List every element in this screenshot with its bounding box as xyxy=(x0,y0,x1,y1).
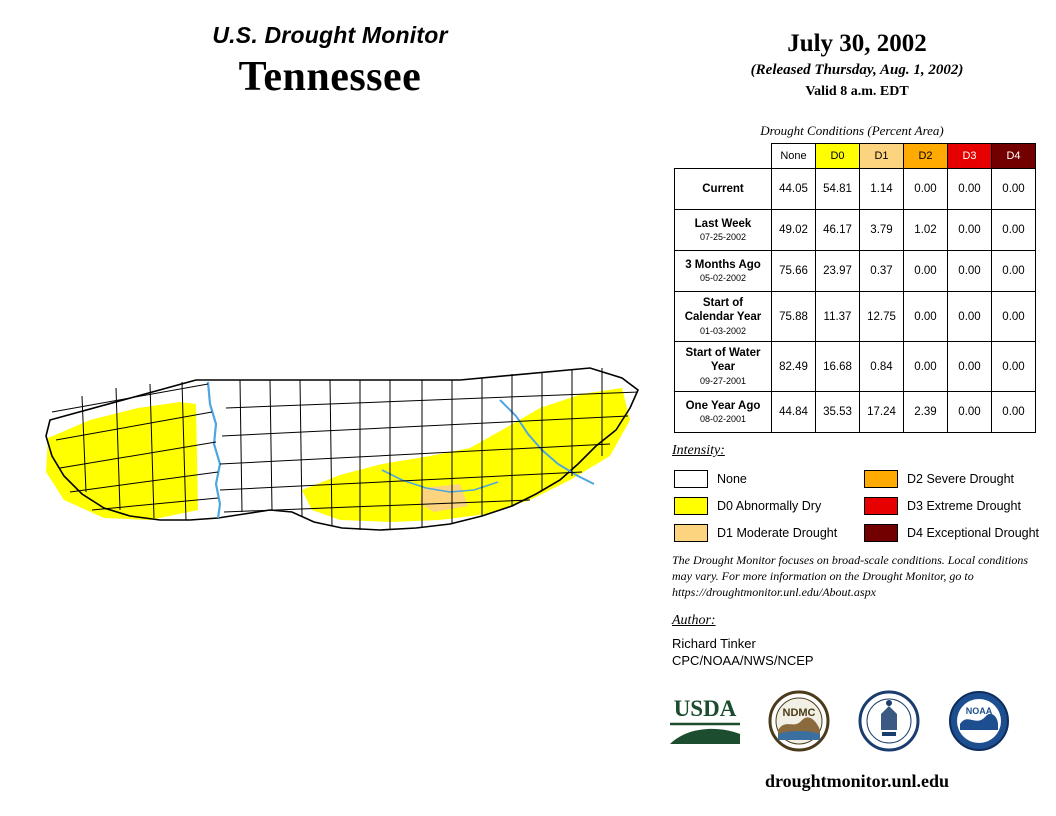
release-date: (Released Thursday, Aug. 1, 2002) xyxy=(750,62,964,78)
row-label-start-water-year xyxy=(675,342,772,392)
table-corner-cell xyxy=(675,144,772,169)
cell-cy-d2: 0.00 xyxy=(904,292,948,342)
row-label-text: One Year Ago xyxy=(685,399,761,412)
cell-lastweek-d4: 0.00 xyxy=(992,210,1036,251)
col-header-none: None xyxy=(772,144,816,169)
valid-time: Valid 8 a.m. EDT xyxy=(805,84,909,99)
col-header-d4: D4 xyxy=(992,144,1036,169)
swatch-d2-icon xyxy=(864,470,898,488)
row-label-one-year-ago xyxy=(675,392,772,433)
legend-item-d1 xyxy=(674,520,837,545)
legend-column-left xyxy=(674,466,837,547)
logo-row xyxy=(666,690,1036,760)
table-row xyxy=(675,292,1036,342)
col-header-d3: D3 xyxy=(948,144,992,169)
swatch-d3-icon xyxy=(864,497,898,515)
row-label-3-months-ago xyxy=(675,251,772,292)
drought-conditions-table xyxy=(674,143,1036,433)
cell-wy-d2: 0.00 xyxy=(904,342,948,392)
state-title: Tennessee xyxy=(238,54,422,100)
swatch-none-icon xyxy=(674,470,708,488)
cell-wy-d4: 0.00 xyxy=(992,342,1036,392)
table-row xyxy=(675,392,1036,433)
cell-lastweek-d2: 1.02 xyxy=(904,210,948,251)
cell-1yr-d4: 0.00 xyxy=(992,392,1036,433)
svg-text:USDA: USDA xyxy=(673,696,737,721)
date-block xyxy=(672,30,1042,100)
table-header-row xyxy=(675,144,1036,169)
cell-1yr-d2: 2.39 xyxy=(904,392,948,433)
intensity-legend-title: Intensity: xyxy=(672,443,725,458)
cell-lastweek-d0: 46.17 xyxy=(816,210,860,251)
row-label-date: 08-02-2001 xyxy=(699,414,747,425)
row-label-start-calendar-year xyxy=(675,292,772,342)
cell-current-d0: 54.81 xyxy=(816,169,860,210)
legend-item-none xyxy=(674,466,837,491)
row-label-text: Current xyxy=(702,182,744,195)
svg-text:NOAA: NOAA xyxy=(965,706,993,716)
legend-label-d1: D1 Moderate Drought xyxy=(717,525,838,540)
cell-current-d1: 1.14 xyxy=(860,169,904,210)
cell-current-d2: 0.00 xyxy=(904,169,948,210)
table-row xyxy=(675,210,1036,251)
col-header-d2: D2 xyxy=(904,144,948,169)
cell-cy-d4: 0.00 xyxy=(992,292,1036,342)
col-header-d1: D1 xyxy=(860,144,904,169)
cell-wy-d1: 0.84 xyxy=(860,342,904,392)
cell-3mo-d4: 0.00 xyxy=(992,251,1036,292)
cell-cy-d1: 12.75 xyxy=(860,292,904,342)
website-url[interactable]: droughtmonitor.unl.edu xyxy=(764,771,950,791)
cell-lastweek-d1: 3.79 xyxy=(860,210,904,251)
col-header-d0: D0 xyxy=(816,144,860,169)
usda-logo xyxy=(666,690,744,757)
cell-cy-d3: 0.00 xyxy=(948,292,992,342)
legend-label-d3: D3 Extreme Drought xyxy=(907,498,1021,513)
swatch-d1-icon xyxy=(674,524,708,542)
author-name: Richard Tinker xyxy=(672,636,756,651)
tennessee-drought-map xyxy=(30,360,650,560)
legend-item-d4 xyxy=(864,520,1039,545)
legend-column-right xyxy=(864,466,1039,547)
legend-item-d3 xyxy=(864,493,1039,518)
cell-lastweek-d3: 0.00 xyxy=(948,210,992,251)
cell-1yr-d1: 17.24 xyxy=(860,392,904,433)
cell-3mo-d1: 0.37 xyxy=(860,251,904,292)
title-block xyxy=(0,22,660,101)
legend-label-d0: D0 Abnormally Dry xyxy=(717,498,822,513)
product-title: U.S. Drought Monitor xyxy=(212,22,448,48)
table-caption: Drought Conditions (Percent Area) xyxy=(760,123,944,138)
cell-1yr-d0: 35.53 xyxy=(816,392,860,433)
cell-current-d4: 0.00 xyxy=(992,169,1036,210)
noaa-logo xyxy=(946,690,1012,757)
cell-lastweek-none: 49.02 xyxy=(772,210,816,251)
row-label-current xyxy=(675,169,772,210)
cell-1yr-none: 44.84 xyxy=(772,392,816,433)
cell-current-d3: 0.00 xyxy=(948,169,992,210)
row-label-last-week xyxy=(675,210,772,251)
cell-3mo-d3: 0.00 xyxy=(948,251,992,292)
legend-item-d0 xyxy=(674,493,837,518)
disclaimer-text: The Drought Monitor focuses on broad-scale conditions. Local conditions may vary. For more information on the Drought Monitor, go to https://droughtmonitor.unl.edu/About.aspx xyxy=(672,553,1029,600)
usda-seal-logo xyxy=(856,690,922,757)
cell-3mo-d2: 0.00 xyxy=(904,251,948,292)
row-label-date: 09-27-2001 xyxy=(699,375,747,386)
svg-text:NDMC: NDMC xyxy=(782,707,816,719)
table-row xyxy=(675,342,1036,392)
legend-label-d4: D4 Exceptional Drought xyxy=(907,525,1040,540)
cell-cy-none: 75.88 xyxy=(772,292,816,342)
table-row xyxy=(675,251,1036,292)
legend-label-d2: D2 Severe Drought xyxy=(907,471,1015,486)
cell-3mo-none: 75.66 xyxy=(772,251,816,292)
row-label-text: Last Week xyxy=(694,217,752,230)
table-row xyxy=(675,169,1036,210)
row-label-date: 07-25-2002 xyxy=(699,232,747,243)
legend-label-none: None xyxy=(717,471,747,486)
row-label-text: 3 Months Ago xyxy=(685,258,761,271)
cell-wy-d0: 16.68 xyxy=(816,342,860,392)
cell-1yr-d3: 0.00 xyxy=(948,392,992,433)
row-label-text: Start of Water Year xyxy=(685,347,761,374)
legend-item-d2 xyxy=(864,466,1039,491)
author-affiliation: CPC/NOAA/NWS/NCEP xyxy=(672,653,814,668)
ndmc-logo xyxy=(766,690,832,757)
cell-current-none: 44.05 xyxy=(772,169,816,210)
row-label-date: 05-02-2002 xyxy=(699,273,747,284)
swatch-d0-icon xyxy=(674,497,708,515)
row-label-text: Start of Calendar Year xyxy=(684,297,762,324)
author-label: Author: xyxy=(672,613,716,628)
map-date: July 30, 2002 xyxy=(787,30,927,57)
swatch-d4-icon xyxy=(864,524,898,542)
cell-wy-none: 82.49 xyxy=(772,342,816,392)
cell-wy-d3: 0.00 xyxy=(948,342,992,392)
cell-cy-d0: 11.37 xyxy=(816,292,860,342)
cell-3mo-d0: 23.97 xyxy=(816,251,860,292)
row-label-date: 01-03-2002 xyxy=(699,325,747,336)
